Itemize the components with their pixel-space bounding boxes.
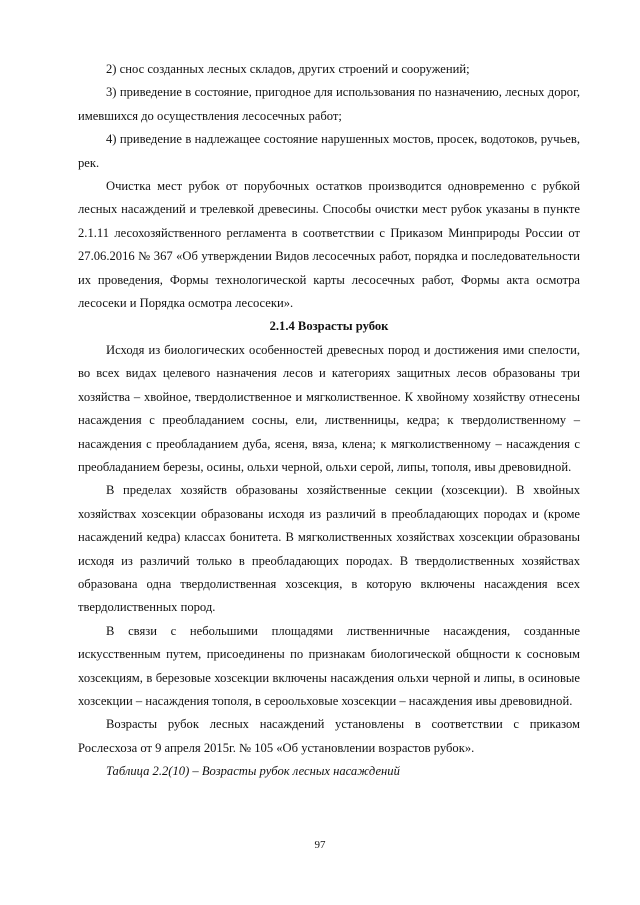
table-caption: Таблица 2.2(10) – Возрасты рубок лесных насаждений	[106, 764, 400, 779]
paragraph-farms: Исходя из биологических особенностей древесных пород и достижения ими спелости, во всех видах целевого назначения лесов и категориях защитных лесов образованы три хозяйства – хвойное, твердолиственное и мягколиственное. К хвойному хозяйству отнесены насаждения с преобладанием сосны, ели, лиственницы, кедра; к твердолиственному – насаждения с преобладанием дуба, ясеня, вяза, клена; к мягколиственному – насаждения с преобладанием березы, осины, ольхи черной, ольхи серой, липы, тополя, ивы древовидной.	[78, 342, 580, 474]
paragraph-cleanup: Очистка мест рубок от порубочных остатков производится одновременно с рубкой лесных насаждений и трелевкой древесины. Способы очистки мест рубок указаны в пункте 2.1.11 лесохозяйственного регламента в соответствии с Приказом Минприроды России от 27.06.2016 № 367 «Об утверждении Видов лесосечных работ, порядка и последовательности их проведения, Формы технологической карты лесосечных работ, Формы акта осмотра лесосеки и Порядка осмотра лесосеки».	[78, 179, 580, 311]
section-heading: 2.1.4 Возрасты рубок	[269, 319, 389, 334]
paragraph-larch: В связи с небольшими площадями лиственничные насаждения, созданные искусственным путем, присоединены по признакам биологической общности к сосновым хозсекциям, в березовые хозсекции включены насаждения ольхи черной и липы, в осиновые хозсекции – насаждения тополя, в сероольховые хозсекции – насаждения ивы древовидной.	[78, 623, 580, 708]
paragraph-item-2: 2) снос созданных лесных складов, других строений и сооружений;	[106, 62, 470, 76]
paragraph-item-3: 3) приведение в состояние, пригодное для использования по назначению, лесных дорог, имевшихся до осуществления лесосечных работ;	[78, 85, 580, 123]
paragraph-item-4: 4) приведение в надлежащее состояние нарушенных мостов, просек, водотоков, ручьев, рек.	[78, 132, 580, 170]
page-content	[78, 58, 580, 784]
page-number: 97	[314, 839, 326, 851]
paragraph-sections: В пределах хозяйств образованы хозяйственные секции (хозсекции). В хвойных хозяйствах хозсекции образованы исходя из различий в преобладающих породах и (кроме насаждений кедра) классах бонитета. В мягколиственных хозяйствах хозсекции образованы исходя из различий только в преобладающих породах. В твердолиственных хозяйствах образована одна твердолиственная хозсекция, в которую включены насаждения всех твердолиственных пород.	[78, 483, 580, 615]
paragraph-ages: Возрасты рубок лесных насаждений установлены в соответствии с приказом Рослесхоза от 9 апреля 2015г. № 105 «Об установлении возрастов рубок».	[78, 717, 580, 755]
